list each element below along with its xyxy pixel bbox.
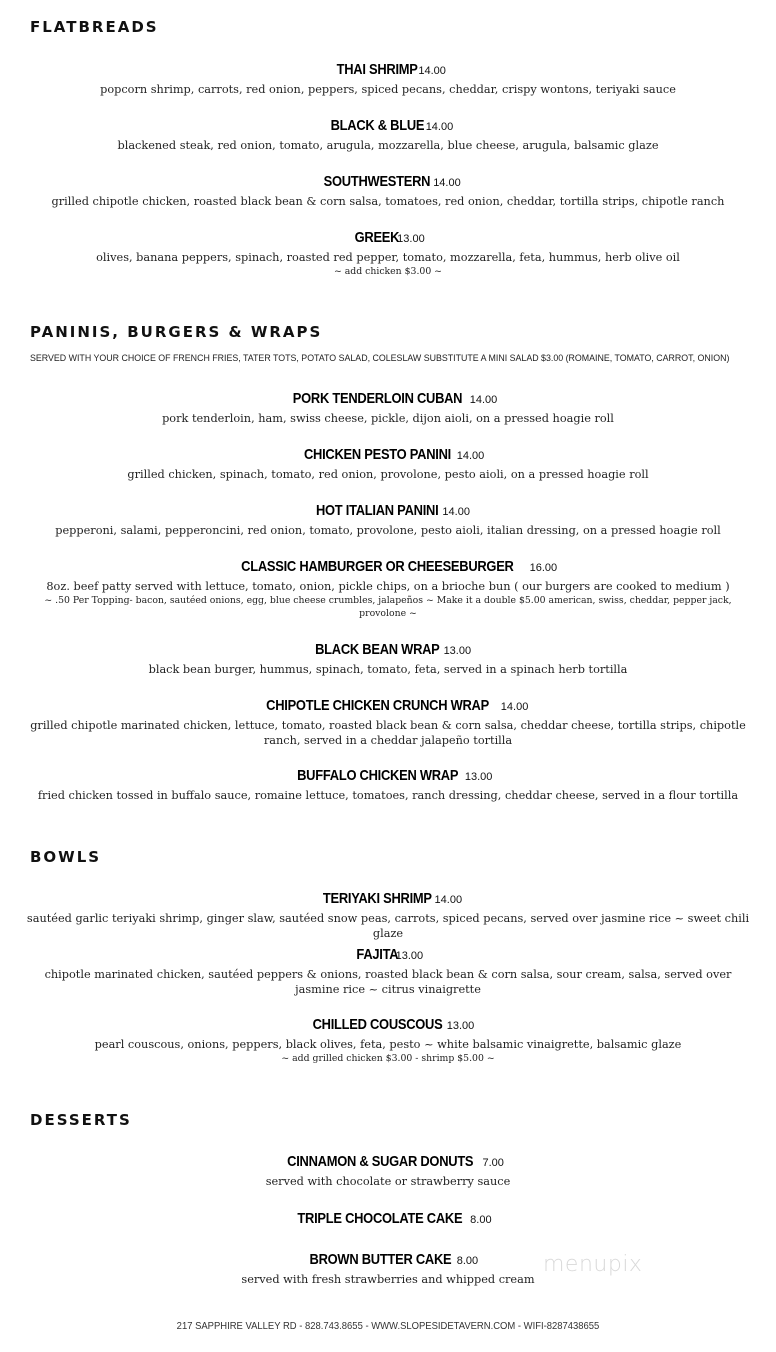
menu-item-greek: [20, 227, 756, 278]
item-description: fried chicken tossed in buffalo sauce, romaine lettuce, tomatoes, ranch dressing, cheddar cheese, served in a flour tortilla: [37, 789, 739, 802]
menu-item-southwestern: [20, 171, 756, 209]
menu-item-triple-chocolate-cake: [20, 1208, 756, 1230]
menu-item-cinnamon-sugar-donuts: [20, 1151, 756, 1189]
item-name: SOUTHWESTERN: [323, 173, 431, 190]
menu-item-chipotle-chicken-crunch-wrap: [20, 695, 756, 748]
item-name: TRIPLE CHOCOLATE CAKE: [297, 1210, 463, 1227]
section-title-paninis: PANINIS, BURGERS & WRAPS: [30, 323, 323, 341]
menu-item-black-and-blue: [20, 115, 756, 153]
item-price: 13.00: [446, 1020, 475, 1032]
item-name: THAI SHRIMP: [336, 61, 418, 78]
menu-item-chilled-couscous: [20, 1014, 756, 1065]
menu-item-hot-italian-panini: [20, 500, 756, 538]
item-name: BLACK BEAN WRAP: [315, 641, 440, 658]
item-name: HOT ITALIAN PANINI: [316, 502, 439, 519]
menu-item-teriyaki-shrimp: [20, 888, 756, 941]
item-name: TERIYAKI SHRIMP: [322, 890, 432, 907]
item-price: 13.00: [464, 771, 493, 783]
item-description: grilled chicken, spinach, tomato, red onion, provolone, pesto aioli, on a pressed hoagie roll: [127, 468, 649, 481]
item-description: sautéed garlic teriyaki shrimp, ginger slaw, sautéed snow peas, carrots, spiced pecans, served over jasmine rice ~ sweet chili glaze: [26, 912, 750, 940]
item-price: 13.00: [397, 233, 425, 245]
item-name: BLACK & BLUE: [330, 117, 425, 134]
item-name: CLASSIC HAMBURGER OR CHEESEBURGER: [241, 558, 514, 575]
menu-item-brown-butter-cake: [20, 1249, 756, 1287]
menu-item-thai-shrimp: [20, 59, 756, 97]
item-description: pepperoni, salami, pepperoncini, red onion, tomato, provolone, pesto aioli, italian dressing, on a pressed hoagie roll: [55, 524, 721, 537]
item-name: CINNAMON & SUGAR DONUTS: [287, 1153, 474, 1170]
item-description: grilled chipotle chicken, roasted black bean & corn salsa, tomatoes, red onion, cheddar, tortilla strips, chipotle ranch: [51, 195, 725, 208]
item-price: 7.00: [482, 1157, 504, 1169]
menu-item-buffalo-chicken-wrap: [20, 765, 756, 803]
menu-item-classic-hamburger: [20, 556, 756, 620]
item-description: pearl couscous, onions, peppers, black olives, feta, pesto ~ white balsamic vinaigrette, balsamic glaze: [94, 1038, 682, 1051]
item-description: served with chocolate or strawberry sauce: [265, 1175, 511, 1188]
item-description: pork tenderloin, ham, swiss cheese, pickle, dijon aioli, on a pressed hoagie roll: [162, 412, 614, 425]
menu-item-chicken-pesto-panini: [20, 444, 756, 482]
item-description: grilled chipotle marinated chicken, lettuce, tomato, roasted black bean & corn salsa, cheddar cheese, tortilla strips, chipotle ranch, served in a cheddar jalapeño tortilla: [30, 719, 746, 747]
menu-item-black-bean-wrap: [20, 639, 756, 677]
item-price: 14.00: [500, 701, 529, 713]
menu-item-fajita: [20, 944, 756, 997]
item-price: 16.00: [529, 562, 558, 574]
item-name: BUFFALO CHICKEN WRAP: [296, 767, 458, 784]
item-price: 8.00: [456, 1255, 479, 1267]
item-name: CHIPOTLE CHICKEN CRUNCH WRAP: [265, 697, 489, 714]
item-price: 13.00: [443, 645, 472, 657]
footer-contact-info: 217 SAPPHIRE VALLEY RD - 828.743.8655 - WWW.SLOPESIDETAVERN.COM - WIFI-8287438655: [176, 1320, 600, 1332]
item-description: popcorn shrimp, carrots, red onion, peppers, spiced pecans, cheddar, crispy wontons, teriyaki sauce: [100, 83, 676, 96]
menupix-watermark: menupix: [543, 1252, 643, 1277]
menu-item-pork-tenderloin-cuban: [20, 388, 756, 426]
item-description: served with fresh strawberries and whipped cream: [241, 1273, 535, 1286]
item-description: 8oz. beef patty served with lettuce, tomato, onion, pickle chips, on a brioche bun ( our burgers are cooked to medium ): [46, 580, 730, 593]
section-title-flatbreads: FLATBREADS: [30, 18, 159, 36]
item-description: blackened steak, red onion, tomato, arugula, mozzarella, blue cheese, arugula, balsamic glaze: [117, 139, 659, 152]
item-price: 14.00: [442, 506, 470, 518]
item-name: FAJITA: [356, 946, 399, 963]
item-price: 14.00: [456, 450, 485, 462]
item-topping-note: ~ .50 Per Topping- bacon, sautéed onions, egg, blue cheese crumbles, jalapeños ~ Make it a double $5.00 american, swiss, cheddar, pepper jack, provolone ~: [44, 595, 732, 619]
section-sides-note: SERVED WITH YOUR CHOICE OF FRENCH FRIES, TATER TOTS, POTATO SALAD, COLESLAW SUBSTITUTE A MINI SALAD $3.00 (ROMAINE, TOMATO, CARROT, ONION): [30, 353, 730, 364]
section-title-bowls: BOWLS: [30, 848, 102, 866]
item-description: olives, banana peppers, spinach, roasted red pepper, tomato, mozzarella, feta, hummus, herb olive oil: [96, 251, 680, 264]
item-price: 14.00: [433, 177, 461, 189]
item-price: 8.00: [470, 1214, 492, 1226]
item-name: GREEK: [354, 229, 400, 246]
item-name: CHILLED COUSCOUS: [312, 1016, 443, 1033]
item-description: chipotle marinated chicken, sautéed peppers & onions, roasted black bean & corn salsa, sour cream, salsa, served over jasmine rice ~ citrus vinaigrette: [44, 968, 732, 996]
item-price: 13.00: [395, 950, 424, 962]
item-name: BROWN BUTTER CAKE: [309, 1251, 452, 1268]
section-title-desserts: DESSERTS: [30, 1111, 132, 1129]
item-price: 14.00: [469, 394, 498, 406]
item-price: 14.00: [418, 65, 446, 77]
item-price: 14.00: [425, 121, 454, 133]
item-price: 14.00: [434, 894, 463, 906]
item-addon-note: ~ add chicken $3.00 ~: [334, 266, 442, 277]
item-addon-note: ~ add grilled chicken $3.00 - shrimp $5.00 ~: [281, 1053, 495, 1064]
item-name: PORK TENDERLOIN CUBAN: [292, 390, 462, 407]
item-description: black bean burger, hummus, spinach, tomato, feta, served in a spinach herb tortilla: [148, 663, 628, 676]
item-name: CHICKEN PESTO PANINI: [303, 446, 451, 463]
